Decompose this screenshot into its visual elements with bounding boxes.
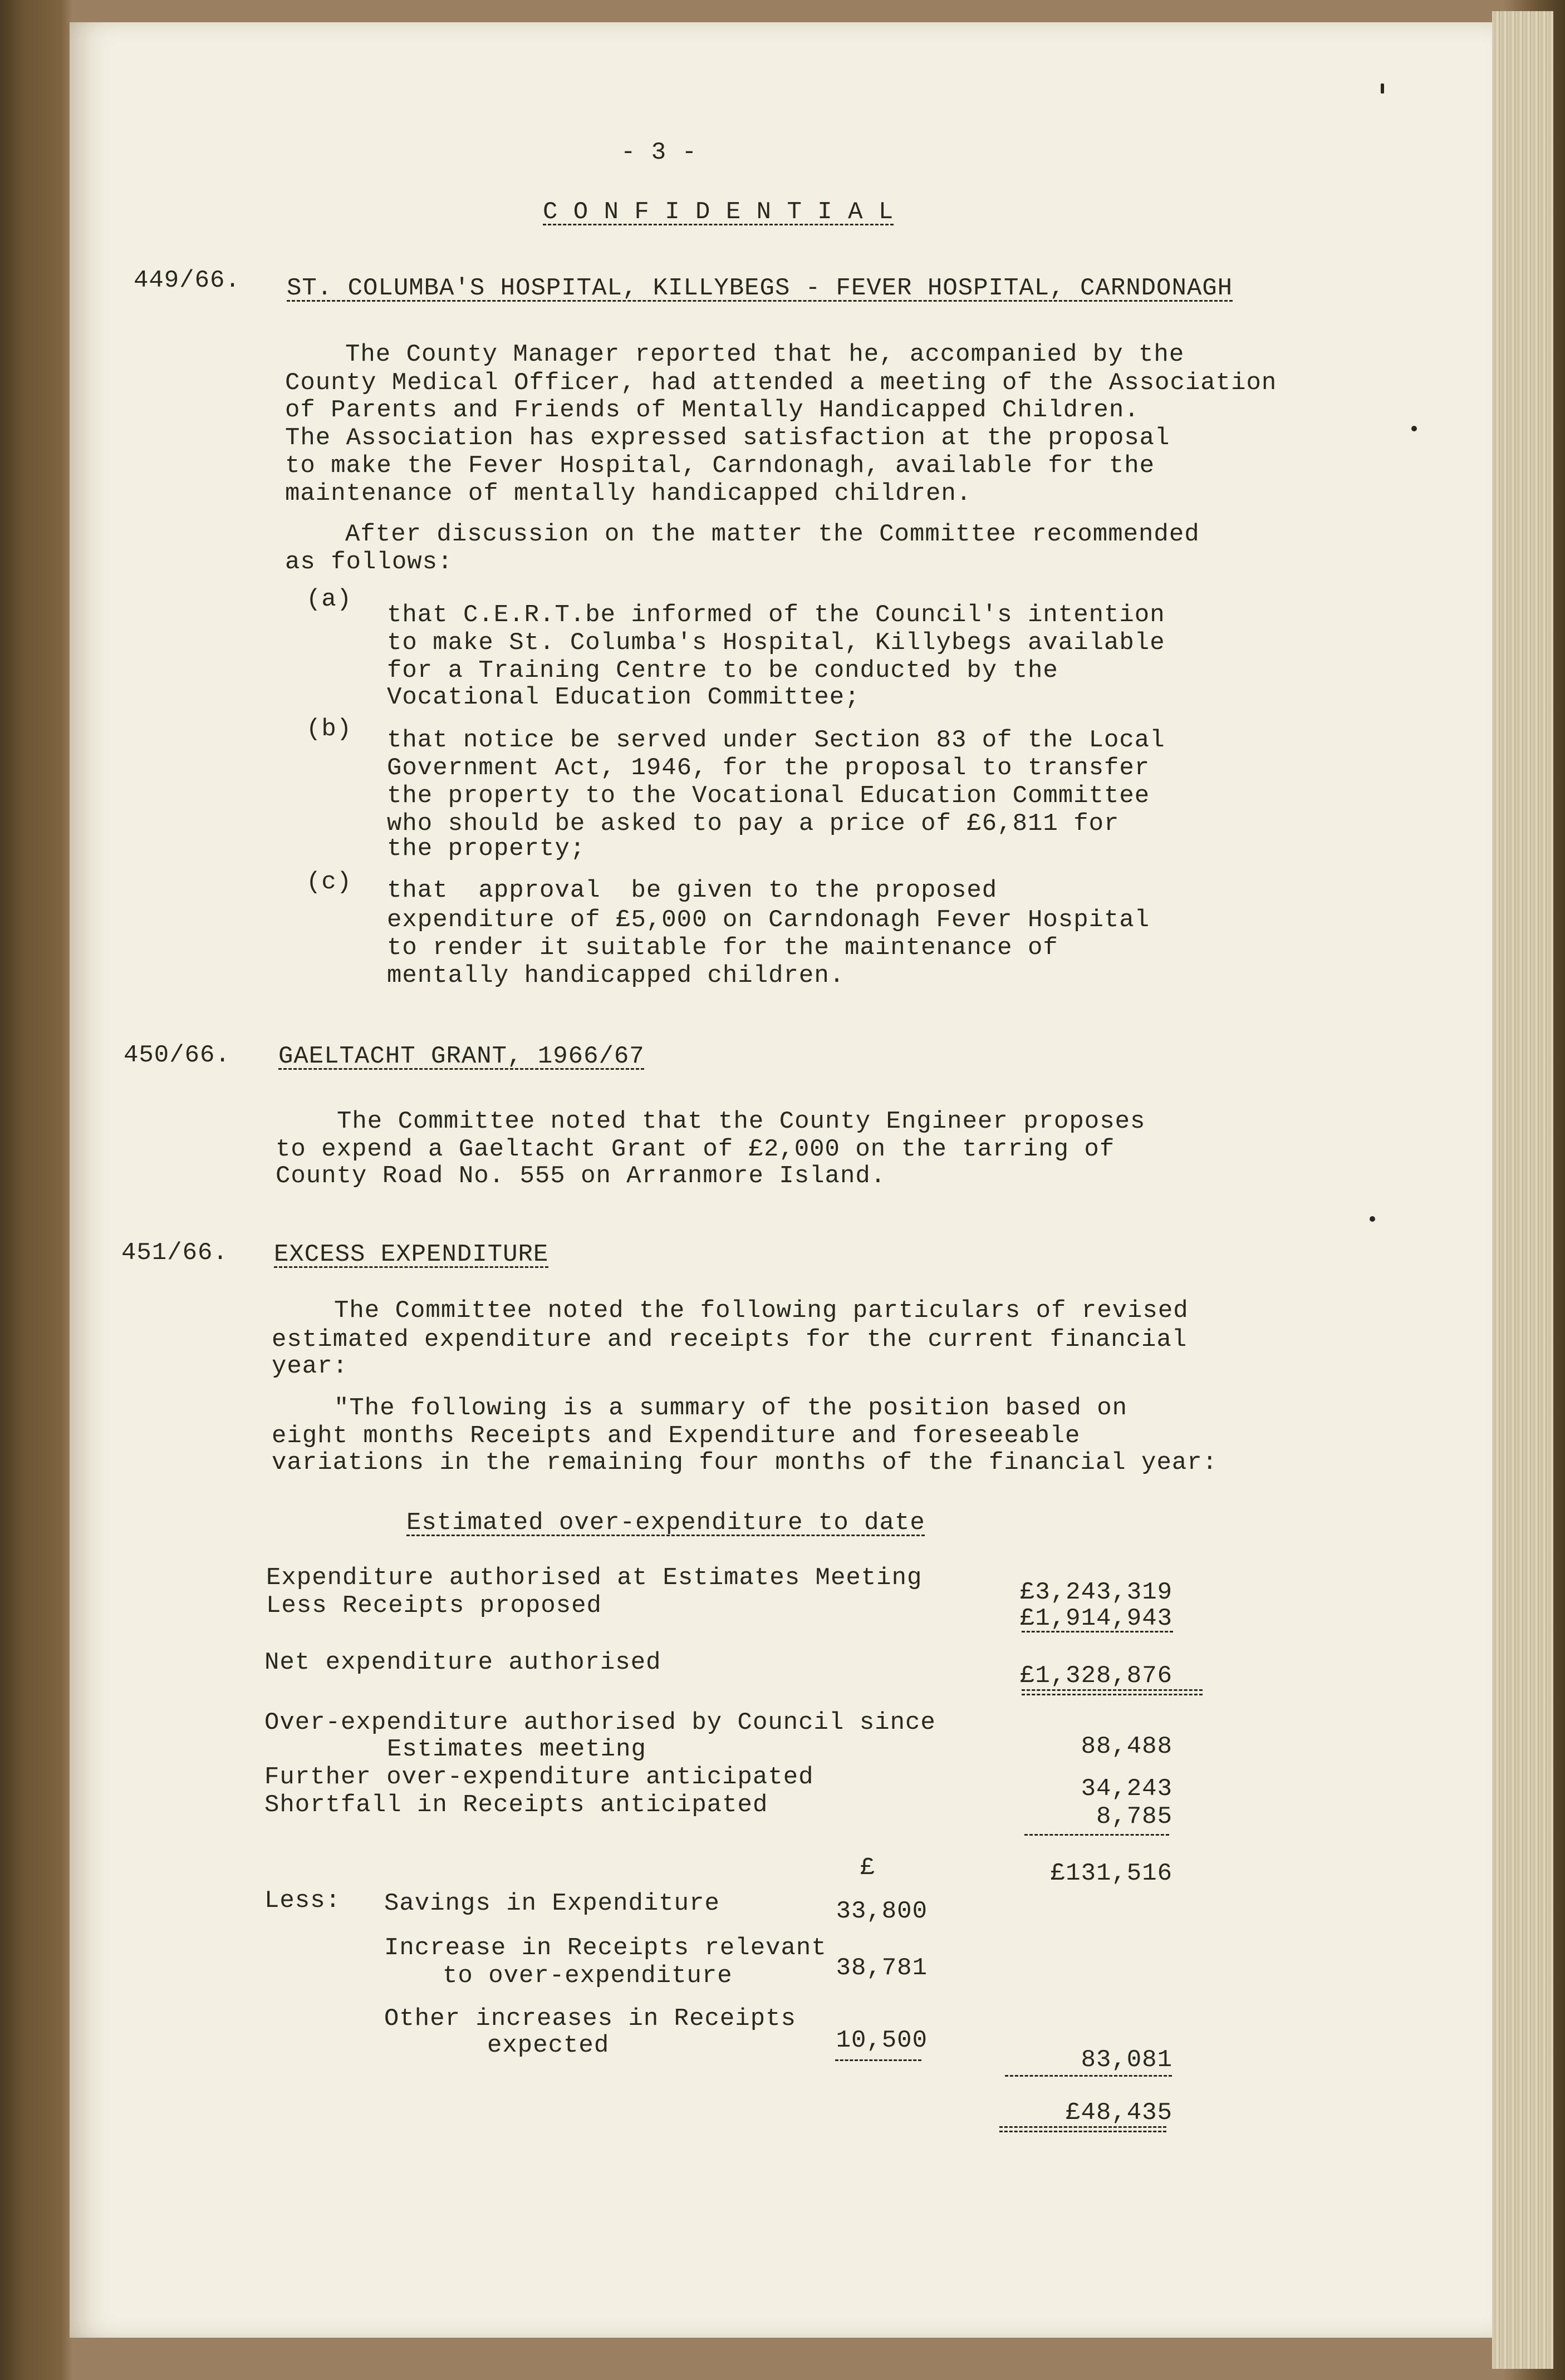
subitem-line: the property to the Vocational Education Committee [387, 782, 1150, 810]
row-label: Estimates meeting [387, 1735, 646, 1763]
item-title: EXCESS EXPENDITURE [274, 1241, 549, 1268]
subitem-line: that approval be given to the proposed [387, 877, 998, 904]
paragraph-line: The County Manager reported that he, accompanied by the [345, 341, 1185, 368]
scan-speck [1370, 1216, 1375, 1222]
double-rule [999, 2126, 1166, 2132]
subitem-line: for a Training Centre to be conducted by the [387, 657, 1058, 685]
row-label: Expenditure authorised at Estimates Meeting [266, 1564, 923, 1592]
row-value: £131,516 [1050, 1860, 1172, 1887]
row-label: Savings in Expenditure [384, 1890, 720, 1917]
item-title: ST. COLUMBA'S HOSPITAL, KILLYBEGS - FEVER HOSPITAL, CARNDONAGH [287, 274, 1233, 302]
paragraph-line: to make the Fever Hospital, Carndonagh, available for the [285, 452, 1155, 480]
row-value: 88,488 [1081, 1733, 1172, 1761]
paragraph-line: County Medical Officer, had attended a meeting of the Association [285, 369, 1277, 397]
subitem-label: (c) [306, 868, 352, 896]
subitem-line: that notice be served under Section 83 of the Local [387, 726, 1165, 754]
subitem-line: who should be asked to pay a price of £6,811 for [387, 810, 1120, 838]
paragraph-line: variations in the remaining four months of the financial year: [272, 1449, 1218, 1477]
subitem-line: that C.E.R.T.be informed of the Council's intention [387, 601, 1165, 629]
paragraph-line: maintenance of mentally handicapped children. [285, 480, 972, 508]
row-value: 8,785 [1096, 1803, 1172, 1831]
rule [835, 2059, 921, 2061]
rule [1005, 2075, 1172, 2077]
subitem-label: (b) [306, 715, 352, 743]
row-value: £1,914,943 [1019, 1605, 1172, 1632]
row-value: 83,081 [1081, 2046, 1172, 2074]
paragraph-line: to expend a Gaeltacht Grant of £2,000 on the tarring of [276, 1135, 1115, 1163]
row-label: Other increases in Receipts [384, 2005, 796, 2033]
item-ref: 450/66. [124, 1041, 230, 1069]
row-value: 38,781 [836, 1954, 928, 1982]
subitem-line: Government Act, 1946, for the proposal to transfer [387, 754, 1150, 782]
rule [1022, 1631, 1173, 1632]
subitem-line: Vocational Education Committee; [387, 683, 860, 711]
subitem-line: to render it suitable for the maintenance of [387, 934, 1058, 962]
row-value: 34,243 [1081, 1775, 1172, 1803]
double-rule [1022, 1689, 1203, 1695]
subitem-line: to make St. Columba's Hospital, Killybegs available [387, 629, 1165, 657]
paragraph-line: as follows: [285, 548, 453, 576]
row-label: Less Receipts proposed [266, 1592, 602, 1620]
row-label: Over-expenditure authorised by Council since [264, 1709, 936, 1737]
subitem-line: expenditure of £5,000 on Carndonagh Fever Hospital [387, 906, 1150, 934]
row-value: 33,800 [836, 1897, 928, 1925]
scan-speck [1411, 426, 1417, 431]
paragraph-line: After discussion on the matter the Committee recommended [345, 520, 1200, 548]
row-value: £3,243,319 [1019, 1579, 1172, 1606]
row-value: £1,328,876 [1019, 1662, 1172, 1690]
row-label: Net expenditure authorised [264, 1649, 661, 1676]
paragraph-line: The Association has expressed satisfaction at the proposal [285, 424, 1170, 452]
page-edges [1492, 11, 1553, 2369]
less-label: Less: [264, 1887, 341, 1915]
currency-header: £ [860, 1854, 876, 1882]
row-label: Increase in Receipts relevant [384, 1934, 827, 1962]
subitem-line: mentally handicapped children. [387, 962, 845, 990]
paragraph-line: estimated expenditure and receipts for the current financial [272, 1326, 1188, 1354]
scan-speck [1381, 83, 1384, 94]
item-ref: 451/66. [121, 1239, 228, 1267]
row-value: 10,500 [836, 2027, 928, 2054]
subitem-label: (a) [306, 586, 352, 613]
row-label: to over-expenditure [443, 1962, 733, 1990]
paragraph-line: year: [272, 1353, 349, 1380]
rule [1024, 1834, 1169, 1836]
paragraph-line: "The following is a summary of the position based on [334, 1394, 1128, 1422]
paragraph-line: County Road No. 555 on Arranmore Island. [276, 1162, 886, 1190]
row-label: expected [487, 2032, 610, 2059]
final-value: £48,435 [1066, 2099, 1172, 2127]
item-title: GAELTACHT GRANT, 1966/67 [278, 1043, 645, 1070]
item-ref: 449/66. [134, 267, 241, 294]
page-number: - 3 - [621, 139, 698, 166]
row-label: Further over-expenditure anticipated [264, 1763, 814, 1791]
row-label: Shortfall in Receipts anticipated [264, 1791, 768, 1819]
statement-heading: Estimated over-expenditure to date [406, 1509, 925, 1537]
subitem-line: the property; [387, 835, 586, 863]
paragraph-line: The Committee noted that the County Engineer proposes [337, 1108, 1146, 1135]
paragraph-line: of Parents and Friends of Mentally Handicapped Children. [285, 396, 1140, 424]
confidential-heading: C O N F I D E N T I A L [543, 198, 894, 226]
paragraph-line: eight months Receipts and Expenditure and foreseeable [272, 1422, 1081, 1450]
paragraph-line: The Committee noted the following particulars of revised [334, 1297, 1189, 1325]
